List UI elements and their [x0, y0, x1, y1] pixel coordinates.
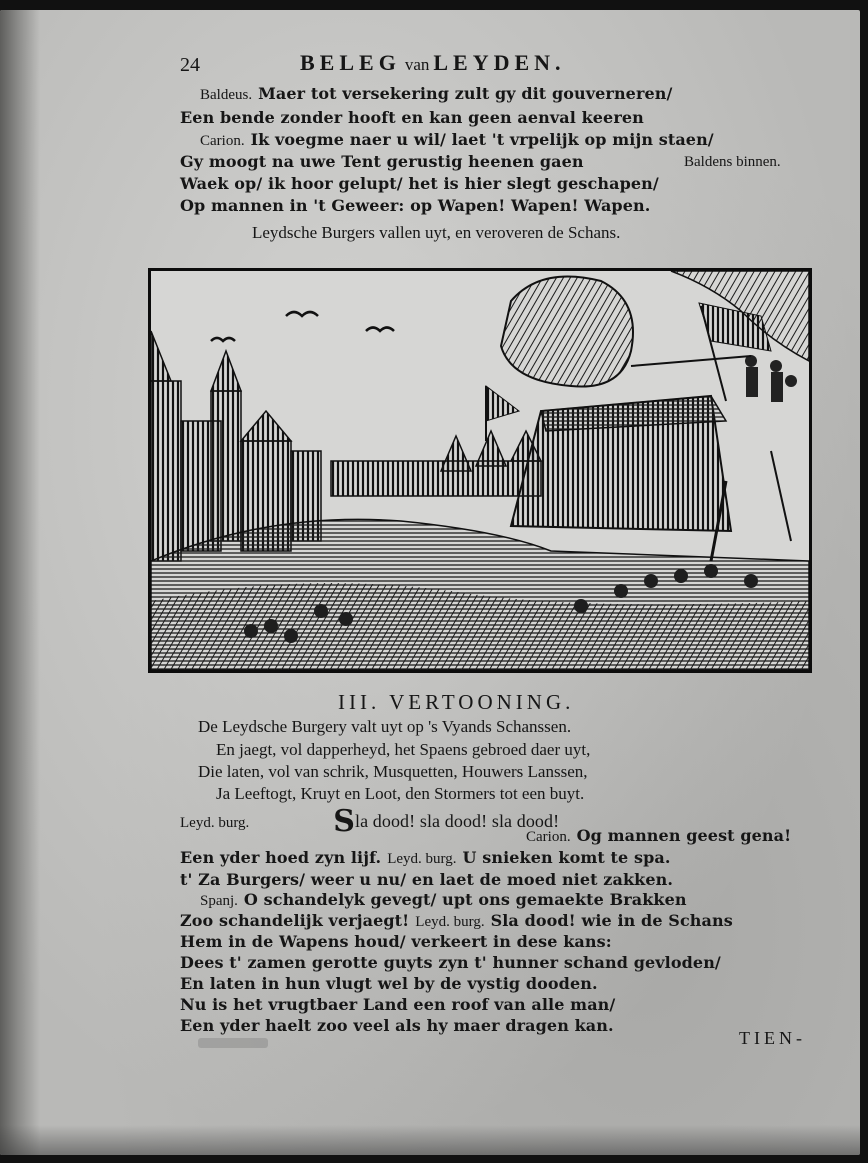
verse-line	[200, 890, 687, 910]
verse-line	[180, 152, 584, 171]
argument-line: En jaegt, vol dapperheyd, het Spaens gebroed daer uyt,	[216, 740, 591, 759]
verse-line	[200, 130, 714, 150]
cry-text: la dood! sla dood! sla dood!	[354, 811, 560, 831]
cry-initial: S	[333, 804, 355, 839]
speaker-name: Leyd. burg.	[387, 851, 457, 867]
verse-text: Dees t' zamen gerotte guyts zyn t' hunner schand gevloden/	[180, 953, 721, 972]
verse-text: Og mannen geest gena!	[576, 826, 792, 845]
verse-line	[180, 911, 733, 931]
running-title	[300, 50, 566, 76]
running-title-left: BELEG	[300, 50, 401, 75]
verse-text: Maer tot versekering zult gy dit gouverneren/	[258, 84, 673, 103]
verse-text: Een yder haelt zoo veel als hy maer dragen kan.	[180, 1016, 614, 1035]
argument-line: Ja Leeftogt, Kruyt en Loot, den Stormers tot een buyt.	[216, 784, 585, 803]
verse-text: Nu is het vrugtbaer Land een roof van alle man/	[180, 995, 616, 1014]
book-page	[0, 10, 860, 1155]
argument-line: Die laten, vol van schrik, Musquetten, Houwers Lanssen,	[198, 762, 588, 781]
speaker-name: Baldeus.	[200, 87, 253, 103]
page-gutter-shadow	[0, 10, 40, 1155]
catchword: TIEN-	[739, 1028, 806, 1048]
speaker-name: Carion.	[526, 829, 571, 845]
stage-direction: Leydsche Burgers vallen uyt, en veroveren de Schans.	[252, 223, 621, 242]
verse-line	[180, 870, 673, 889]
verse-line	[180, 932, 612, 951]
verse-pre: Zoo schandelijk verjaegt!	[180, 911, 410, 930]
running-title-right: LEYDEN.	[433, 50, 566, 75]
verse-line	[180, 953, 721, 972]
verse-text: Ik voegme naer u wil/ laet 't vrpelijk op mijn staen/	[250, 130, 714, 149]
verse-text: Hem in de Wapens houd/ verkeert in dese kans:	[180, 932, 612, 951]
verse-text: Sla dood! wie in de Schans	[490, 911, 733, 930]
woodcut-drawing	[151, 271, 809, 670]
verse-line	[200, 84, 672, 104]
verse-line	[180, 848, 671, 868]
speaker-name: Leyd. burg.	[415, 914, 485, 930]
verse-text: Gy moogt na uwe Tent gerustig heenen gaen	[180, 152, 584, 171]
verse-line	[180, 995, 615, 1014]
speaker-name: Carion.	[200, 133, 245, 149]
verse-text: O schandelyk gevegt/ upt ons gemaekte Brakken	[243, 890, 687, 909]
verse-line	[180, 108, 644, 127]
stage-aside: Baldens binnen.	[684, 154, 781, 170]
verse-line	[180, 174, 659, 193]
woodcut-illustration	[148, 268, 812, 673]
verse-text: t' Za Burgers/ weer u nu/ en laet de moed niet zakken.	[180, 870, 674, 889]
page-edge-shadow	[0, 1125, 860, 1155]
verse-line	[180, 1016, 614, 1035]
running-title-van: van	[404, 55, 430, 74]
speaker-name: Leyd. burg.	[180, 815, 250, 831]
verse-text: Op mannen in 't Geweer: op Wapen! Wapen! Wapen.	[180, 196, 651, 215]
cry-line	[180, 804, 559, 839]
section-heading: III. VERTOONING.	[338, 690, 575, 714]
verse-text: En laten in hun vlugt wel by de vystig dooden.	[180, 974, 598, 993]
argument-line: De Leydsche Burgery valt uyt op 's Vyands Schanssen.	[198, 717, 572, 736]
verse-text: Een bende zonder hooft en kan geen aenval keeren	[180, 108, 644, 127]
verse-text: Waek op/ ik hoor gelupt/ het is hier slegt geschapen/	[180, 174, 659, 193]
page-number: 24	[180, 54, 200, 76]
verse-line	[180, 974, 598, 993]
verse-line	[526, 826, 791, 846]
verse-line	[180, 196, 650, 215]
verse-pre: Een yder hoed zyn lijf.	[180, 848, 382, 867]
faint-ink-mark	[198, 1038, 268, 1048]
verse-text: U snieken komt te spa.	[462, 848, 671, 867]
speaker-name: Spanj.	[200, 893, 238, 909]
